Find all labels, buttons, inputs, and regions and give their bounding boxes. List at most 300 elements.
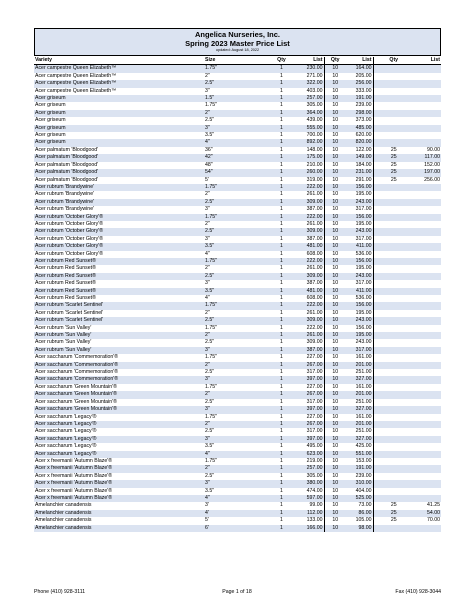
table-row <box>34 221 441 228</box>
cell-list-1: 387.00 <box>296 280 324 287</box>
cell-size: 4" <box>204 295 267 302</box>
cell-qty-3 <box>373 525 414 532</box>
cell-list-3 <box>414 132 441 139</box>
cell-list-2: 239.00 <box>346 102 373 109</box>
cell-list-2: 298.00 <box>346 110 373 117</box>
cell-list-3: 117.00 <box>414 154 441 161</box>
cell-qty-1: 1 <box>267 295 296 302</box>
cell-list-3 <box>414 325 441 332</box>
cell-list-1: 222.00 <box>296 214 324 221</box>
cell-qty-2: 10 <box>324 110 346 117</box>
cell-qty-2: 10 <box>324 184 346 191</box>
cell-qty-1: 1 <box>267 169 296 176</box>
cell-qty-3 <box>373 317 414 324</box>
cell-qty-3: 25 <box>373 510 414 517</box>
cell-qty-1: 1 <box>267 102 296 109</box>
cell-list-1: 309.00 <box>296 228 324 235</box>
cell-qty-2: 10 <box>324 243 346 250</box>
cell-qty-2: 10 <box>324 162 346 169</box>
column-header-list-1: List <box>296 57 324 65</box>
table-header-row <box>34 57 441 65</box>
cell-qty-3 <box>373 280 414 287</box>
cell-list-2: 156.00 <box>346 184 373 191</box>
cell-size: 3.5" <box>204 243 267 250</box>
cell-variety: Acer campestre Queen Elizabeth™ <box>34 88 204 95</box>
cell-list-3 <box>414 139 441 146</box>
cell-qty-1: 1 <box>267 288 296 295</box>
cell-variety: Acer rubrum 'Scarlet Sentinel' <box>34 302 204 309</box>
table-row <box>34 80 441 87</box>
cell-list-2: 243.00 <box>346 273 373 280</box>
cell-variety: Acer x freemanii 'Autumn Blaze'® <box>34 458 204 465</box>
cell-qty-3: 25 <box>373 162 414 169</box>
cell-list-2: 256.00 <box>346 80 373 87</box>
cell-qty-3: 25 <box>373 147 414 154</box>
cell-list-3 <box>414 206 441 213</box>
column-header-list-2: List <box>346 57 373 65</box>
cell-list-2: 317.00 <box>346 236 373 243</box>
cell-size: 2.5" <box>204 228 267 235</box>
price-table <box>34 57 441 532</box>
cell-qty-1: 1 <box>267 428 296 435</box>
cell-qty-2: 10 <box>324 332 346 339</box>
cell-size: 2" <box>204 110 267 117</box>
cell-variety: Acer rubrum 'Brandywine' <box>34 199 204 206</box>
cell-list-2: 373.00 <box>346 117 373 124</box>
cell-size: 1.75" <box>204 414 267 421</box>
cell-list-1: 364.00 <box>296 110 324 117</box>
table-row <box>34 110 441 117</box>
cell-variety: Acer campestre Queen Elizabeth™ <box>34 73 204 80</box>
cell-qty-2: 10 <box>324 302 346 309</box>
cell-qty-2: 10 <box>324 473 346 480</box>
price-list-title: Spring 2023 Master Price List <box>185 39 290 48</box>
cell-size: 3" <box>204 206 267 213</box>
cell-qty-3 <box>373 191 414 198</box>
cell-size: 2" <box>204 73 267 80</box>
cell-list-2: 201.00 <box>346 421 373 428</box>
table-row <box>34 214 441 221</box>
cell-list-1: 317.00 <box>296 399 324 406</box>
cell-qty-1: 1 <box>267 199 296 206</box>
cell-list-3 <box>414 228 441 235</box>
table-row <box>34 206 441 213</box>
table-row <box>34 421 441 428</box>
cell-variety: Acer saccharum 'Commemoration'® <box>34 362 204 369</box>
cell-list-3 <box>414 117 441 124</box>
cell-qty-3 <box>373 473 414 480</box>
table-row <box>34 280 441 287</box>
cell-qty-2: 10 <box>324 139 346 146</box>
cell-list-3 <box>414 458 441 465</box>
cell-list-2: 243.00 <box>346 228 373 235</box>
cell-qty-1: 1 <box>267 332 296 339</box>
column-header-list-3: List <box>414 57 441 65</box>
cell-variety: Acer saccharum 'Legacy'® <box>34 428 204 435</box>
cell-list-2: 404.00 <box>346 488 373 495</box>
table-row <box>34 251 441 258</box>
cell-qty-2: 10 <box>324 125 346 132</box>
cell-variety: Acer rubrum 'Brandywine' <box>34 191 204 198</box>
cell-qty-1: 1 <box>267 376 296 383</box>
cell-qty-2: 10 <box>324 251 346 258</box>
footer-phone: Phone (410) 928-3111 <box>34 589 86 595</box>
cell-list-2: 327.00 <box>346 436 373 443</box>
cell-qty-2: 10 <box>324 354 346 361</box>
cell-size: 2.5" <box>204 317 267 324</box>
cell-list-3 <box>414 317 441 324</box>
cell-list-1: 99.00 <box>296 502 324 509</box>
table-row <box>34 517 441 524</box>
cell-qty-1: 1 <box>267 465 296 472</box>
cell-qty-1: 1 <box>267 347 296 354</box>
cell-list-3 <box>414 473 441 480</box>
cell-list-2: 536.00 <box>346 251 373 258</box>
cell-list-1: 387.00 <box>296 236 324 243</box>
cell-list-2: 161.00 <box>346 354 373 361</box>
cell-qty-1: 1 <box>267 421 296 428</box>
cell-variety: Acer rubrum 'Brandywine' <box>34 206 204 213</box>
table-row <box>34 525 441 532</box>
cell-qty-1: 1 <box>267 339 296 346</box>
cell-list-2: 231.00 <box>346 169 373 176</box>
cell-qty-3: 25 <box>373 169 414 176</box>
cell-list-1: 222.00 <box>296 302 324 309</box>
cell-qty-3 <box>373 406 414 413</box>
cell-qty-3 <box>373 384 414 391</box>
cell-qty-2: 10 <box>324 258 346 265</box>
table-row <box>34 428 441 435</box>
cell-list-2: 156.00 <box>346 258 373 265</box>
cell-size: 2" <box>204 191 267 198</box>
cell-list-3 <box>414 302 441 309</box>
table-row <box>34 88 441 95</box>
cell-size: 3" <box>204 88 267 95</box>
cell-size: 2" <box>204 310 267 317</box>
cell-list-2: 191.00 <box>346 465 373 472</box>
cell-list-3 <box>414 265 441 272</box>
cell-qty-2: 10 <box>324 288 346 295</box>
cell-list-1: 481.00 <box>296 243 324 250</box>
cell-size: 5' <box>204 517 267 524</box>
cell-variety: Acer saccharum 'Commemoration'® <box>34 369 204 376</box>
cell-list-1: 227.00 <box>296 354 324 361</box>
table-row <box>34 310 441 317</box>
cell-list-1: 112.00 <box>296 510 324 517</box>
cell-list-3 <box>414 465 441 472</box>
cell-list-1: 481.00 <box>296 288 324 295</box>
cell-qty-3 <box>373 391 414 398</box>
cell-list-1: 210.00 <box>296 162 324 169</box>
cell-qty-1: 1 <box>267 317 296 324</box>
cell-size: 2.5" <box>204 117 267 124</box>
cell-list-2: 317.00 <box>346 280 373 287</box>
cell-list-1: 387.00 <box>296 206 324 213</box>
cell-list-2: 73.00 <box>346 502 373 509</box>
table-row <box>34 139 441 146</box>
cell-variety: Acer rubrum 'Brandywine' <box>34 184 204 191</box>
cell-qty-3 <box>373 339 414 346</box>
cell-list-3 <box>414 191 441 198</box>
table-row <box>34 258 441 265</box>
cell-variety: Amelanchier canadensis <box>34 510 204 517</box>
cell-list-1: 317.00 <box>296 428 324 435</box>
column-header-qty-3: Qty <box>373 57 414 65</box>
cell-variety: Acer rubrum Red Sunset® <box>34 288 204 295</box>
cell-qty-2: 10 <box>324 443 346 450</box>
cell-variety: Acer rubrum 'October Glory'® <box>34 221 204 228</box>
cell-qty-1: 1 <box>267 488 296 495</box>
cell-size: 3" <box>204 347 267 354</box>
cell-list-3 <box>414 102 441 109</box>
cell-size: 3.5" <box>204 443 267 450</box>
cell-qty-1: 1 <box>267 177 296 184</box>
column-header-size: Size <box>204 57 267 65</box>
cell-qty-1: 1 <box>267 228 296 235</box>
cell-list-1: 261.00 <box>296 221 324 228</box>
cell-qty-3: 25 <box>373 502 414 509</box>
cell-qty-3 <box>373 214 414 221</box>
table-row <box>34 177 441 184</box>
cell-size: 3' <box>204 502 267 509</box>
cell-list-3 <box>414 347 441 354</box>
cell-qty-2: 10 <box>324 376 346 383</box>
cell-qty-1: 1 <box>267 273 296 280</box>
cell-qty-3 <box>373 325 414 332</box>
cell-variety: Acer saccharum 'Legacy'® <box>34 421 204 428</box>
cell-qty-1: 1 <box>267 88 296 95</box>
cell-variety: Acer saccharum 'Green Mountain'® <box>34 399 204 406</box>
cell-variety: Acer rubrum 'October Glory'® <box>34 236 204 243</box>
table-row <box>34 502 441 509</box>
cell-size: 3" <box>204 236 267 243</box>
cell-variety: Acer rubrum Red Sunset® <box>34 273 204 280</box>
table-row <box>34 73 441 80</box>
cell-list-2: 317.00 <box>346 206 373 213</box>
cell-variety: Acer palmatum 'Bloodgood' <box>34 154 204 161</box>
cell-list-1: 623.00 <box>296 451 324 458</box>
table-row <box>34 369 441 376</box>
footer-fax: Fax (410) 928-3044 <box>395 589 441 595</box>
cell-size: 1.75" <box>204 65 267 73</box>
cell-qty-1: 1 <box>267 436 296 443</box>
cell-list-2: 243.00 <box>346 199 373 206</box>
cell-list-2: 195.00 <box>346 191 373 198</box>
cell-variety: Acer rubrum 'Sun Valley' <box>34 347 204 354</box>
cell-qty-2: 10 <box>324 414 346 421</box>
cell-qty-2: 10 <box>324 406 346 413</box>
cell-qty-2: 10 <box>324 199 346 206</box>
cell-list-3 <box>414 414 441 421</box>
cell-list-2: 291.00 <box>346 177 373 184</box>
cell-list-2: 411.00 <box>346 288 373 295</box>
cell-list-3 <box>414 362 441 369</box>
cell-list-3 <box>414 480 441 487</box>
table-row <box>34 288 441 295</box>
cell-list-1: 261.00 <box>296 310 324 317</box>
cell-qty-2: 10 <box>324 480 346 487</box>
cell-list-1: 380.00 <box>296 480 324 487</box>
cell-variety: Acer saccharum 'Green Mountain'® <box>34 384 204 391</box>
cell-qty-3 <box>373 443 414 450</box>
cell-size: 1.75" <box>204 458 267 465</box>
cell-qty-2: 10 <box>324 65 346 73</box>
cell-qty-2: 10 <box>324 325 346 332</box>
cell-size: 4" <box>204 251 267 258</box>
cell-list-1: 222.00 <box>296 258 324 265</box>
cell-variety: Acer x freemanii 'Autumn Blaze'® <box>34 495 204 502</box>
cell-variety: Acer x freemanii 'Autumn Blaze'® <box>34 488 204 495</box>
cell-list-1: 267.00 <box>296 391 324 398</box>
cell-qty-2: 10 <box>324 421 346 428</box>
cell-qty-3 <box>373 347 414 354</box>
cell-qty-1: 1 <box>267 458 296 465</box>
cell-qty-1: 1 <box>267 110 296 117</box>
cell-list-2: 536.00 <box>346 295 373 302</box>
cell-size: 2" <box>204 362 267 369</box>
cell-qty-1: 1 <box>267 414 296 421</box>
cell-variety: Amelanchier canadensis <box>34 525 204 532</box>
cell-qty-2: 10 <box>324 191 346 198</box>
table-row <box>34 191 441 198</box>
cell-list-2: 820.00 <box>346 139 373 146</box>
cell-qty-2: 10 <box>324 154 346 161</box>
cell-list-3 <box>414 221 441 228</box>
column-header-qty-2: Qty <box>324 57 346 65</box>
cell-list-3 <box>414 369 441 376</box>
cell-variety: Acer rubrum 'October Glory'® <box>34 243 204 250</box>
cell-list-3: 197.00 <box>414 169 441 176</box>
cell-qty-1: 1 <box>267 117 296 124</box>
cell-size: 48" <box>204 162 267 169</box>
cell-size: 5' <box>204 177 267 184</box>
cell-qty-2: 10 <box>324 80 346 87</box>
table-row <box>34 354 441 361</box>
cell-list-2: 195.00 <box>346 332 373 339</box>
footer-page-number: Page 1 of 18 <box>222 589 252 595</box>
table-row <box>34 147 441 154</box>
cell-list-1: 309.00 <box>296 199 324 206</box>
cell-list-2: 251.00 <box>346 399 373 406</box>
cell-size: 2" <box>204 421 267 428</box>
cell-list-1: 555.00 <box>296 125 324 132</box>
cell-list-2: 333.00 <box>346 88 373 95</box>
cell-list-1: 261.00 <box>296 332 324 339</box>
cell-list-3 <box>414 421 441 428</box>
cell-size: 54" <box>204 169 267 176</box>
cell-list-3 <box>414 488 441 495</box>
table-row <box>34 443 441 450</box>
cell-qty-3 <box>373 488 414 495</box>
table-row <box>34 384 441 391</box>
cell-qty-2: 10 <box>324 228 346 235</box>
cell-list-1: 271.00 <box>296 73 324 80</box>
cell-variety: Acer saccharum 'Legacy'® <box>34 414 204 421</box>
cell-size: 2" <box>204 465 267 472</box>
table-row <box>34 480 441 487</box>
cell-variety: Acer griseum <box>34 117 204 124</box>
cell-qty-3 <box>373 65 414 73</box>
cell-qty-3 <box>373 251 414 258</box>
cell-variety: Acer rubrum Red Sunset® <box>34 265 204 272</box>
table-row <box>34 265 441 272</box>
cell-list-1: 474.00 <box>296 488 324 495</box>
cell-list-3 <box>414 391 441 398</box>
table-row <box>34 332 441 339</box>
cell-list-1: 305.00 <box>296 473 324 480</box>
table-row <box>34 243 441 250</box>
cell-list-1: 133.00 <box>296 517 324 524</box>
cell-list-3 <box>414 406 441 413</box>
cell-variety: Acer saccharum 'Legacy'® <box>34 451 204 458</box>
table-row <box>34 102 441 109</box>
cell-qty-1: 1 <box>267 162 296 169</box>
cell-variety: Acer saccharum 'Legacy'® <box>34 443 204 450</box>
cell-list-2: 164.00 <box>346 65 373 73</box>
cell-size: 4" <box>204 451 267 458</box>
cell-qty-1: 1 <box>267 391 296 398</box>
cell-variety: Acer palmatum 'Bloodgood' <box>34 177 204 184</box>
table-row <box>34 458 441 465</box>
cell-qty-2: 10 <box>324 347 346 354</box>
cell-list-3 <box>414 243 441 250</box>
cell-list-1: 227.00 <box>296 414 324 421</box>
table-row <box>34 184 441 191</box>
cell-list-1: 257.00 <box>296 465 324 472</box>
cell-list-1: 495.00 <box>296 443 324 450</box>
cell-variety: Acer rubrum 'October Glory'® <box>34 228 204 235</box>
cell-list-1: 261.00 <box>296 265 324 272</box>
cell-list-3 <box>414 339 441 346</box>
cell-qty-2: 10 <box>324 458 346 465</box>
cell-list-3 <box>414 95 441 102</box>
cell-list-1: 439.00 <box>296 117 324 124</box>
table-row <box>34 132 441 139</box>
cell-qty-3 <box>373 376 414 383</box>
table-row <box>34 199 441 206</box>
cell-qty-1: 1 <box>267 258 296 265</box>
cell-qty-3: 25 <box>373 177 414 184</box>
cell-qty-1: 1 <box>267 310 296 317</box>
cell-list-3 <box>414 399 441 406</box>
cell-qty-1: 1 <box>267 495 296 502</box>
cell-list-3: 41.25 <box>414 502 441 509</box>
cell-list-3 <box>414 80 441 87</box>
cell-size: 2" <box>204 265 267 272</box>
cell-variety: Acer saccharum 'Green Mountain'® <box>34 406 204 413</box>
cell-list-2: 551.00 <box>346 451 373 458</box>
cell-list-3 <box>414 525 441 532</box>
cell-list-2: 161.00 <box>346 384 373 391</box>
cell-qty-2: 10 <box>324 495 346 502</box>
cell-qty-2: 10 <box>324 391 346 398</box>
cell-list-3 <box>414 258 441 265</box>
cell-list-2: 156.00 <box>346 214 373 221</box>
cell-list-1: 397.00 <box>296 406 324 413</box>
cell-list-2: 251.00 <box>346 369 373 376</box>
cell-size: 3" <box>204 125 267 132</box>
cell-qty-2: 10 <box>324 73 346 80</box>
cell-qty-2: 10 <box>324 362 346 369</box>
cell-qty-1: 1 <box>267 147 296 154</box>
cell-qty-3: 25 <box>373 154 414 161</box>
cell-qty-3 <box>373 458 414 465</box>
cell-qty-2: 10 <box>324 525 346 532</box>
cell-list-3 <box>414 65 441 73</box>
cell-list-1: 222.00 <box>296 184 324 191</box>
cell-qty-2: 10 <box>324 95 346 102</box>
cell-qty-3 <box>373 451 414 458</box>
